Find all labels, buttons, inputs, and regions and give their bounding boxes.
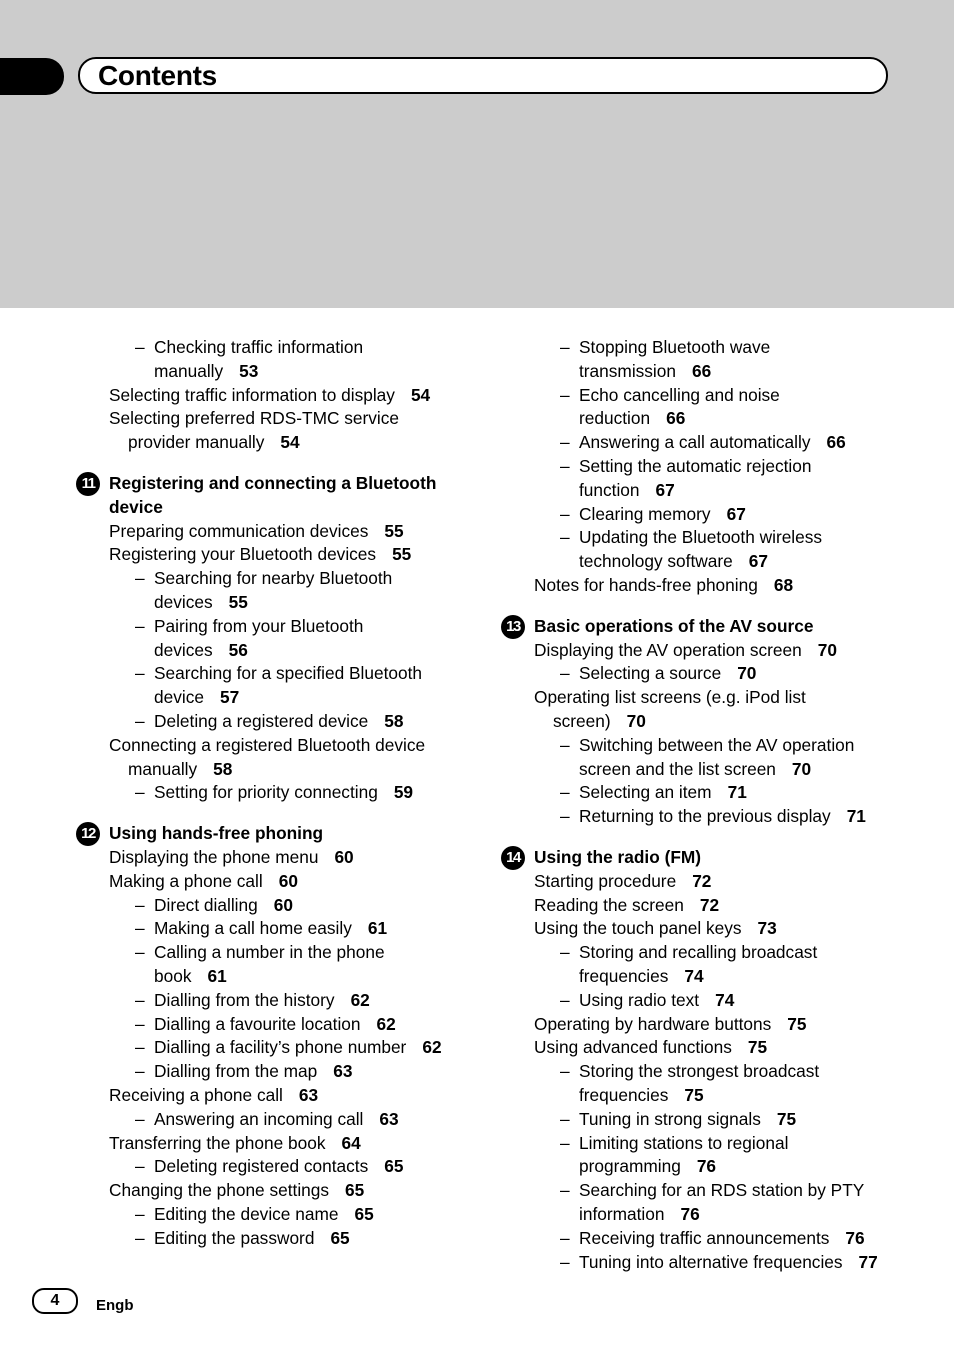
toc-subentry[interactable] (154, 710, 403, 734)
toc-entry-text: Dialling from the map (154, 1061, 318, 1082)
toc-page-number: 71 (727, 782, 747, 803)
toc-entry[interactable] (109, 1132, 361, 1156)
list-dash: – (560, 782, 570, 803)
header-band (0, 0, 954, 308)
toc-entry-text: Selecting an item (579, 782, 712, 803)
list-dash: – (560, 1132, 570, 1153)
toc-page-number: 67 (748, 551, 768, 572)
toc-subentry[interactable] (579, 965, 704, 989)
toc-entry-text: screen and the list screen (579, 758, 776, 779)
toc-page-number: 72 (699, 894, 720, 915)
toc-entry[interactable] (534, 917, 777, 941)
toc-page-number: 73 (757, 918, 777, 939)
page-title: Contents (98, 60, 217, 91)
list-dash: – (560, 456, 570, 476)
toc-subentry[interactable] (154, 639, 248, 663)
list-dash: – (560, 663, 570, 684)
toc-page-number: 77 (858, 1251, 878, 1272)
toc-subentry[interactable] (579, 734, 854, 758)
toc-entry[interactable] (534, 686, 806, 710)
toc-page-number: 61 (367, 918, 388, 939)
toc-entry-text: Answering an incoming call (154, 1108, 364, 1129)
toc-subentry[interactable] (579, 503, 746, 527)
toc-entry-text: Returning to the previous display (579, 806, 831, 827)
list-dash: – (560, 734, 570, 755)
toc-entry-text: provider manually (128, 432, 265, 453)
toc-page-number: 53 (239, 360, 259, 381)
toc-page-number: 76 (680, 1204, 700, 1224)
list-dash: – (135, 942, 145, 963)
toc-entry[interactable] (109, 520, 404, 544)
toc-entry-text: Receiving a phone call (109, 1085, 283, 1105)
toc-page-number: 63 (379, 1108, 399, 1129)
list-dash: – (135, 1061, 145, 1082)
toc-subentry[interactable] (154, 989, 370, 1013)
toc-entry-text: book (154, 966, 192, 986)
toc-subentry[interactable] (579, 336, 770, 360)
toc-subentry[interactable] (579, 941, 817, 965)
toc-entry[interactable] (109, 734, 425, 758)
toc-page-number: 63 (298, 1085, 319, 1105)
toc-page-number: 66 (826, 432, 846, 453)
toc-entry[interactable] (109, 1084, 318, 1108)
toc-page-number: 55 (384, 520, 404, 541)
toc-entry-text: device (154, 687, 204, 708)
toc-subentry[interactable] (154, 917, 387, 941)
chapter-heading[interactable]: Basic operations of the AV source (534, 615, 814, 636)
toc-page-number: 75 (787, 1013, 807, 1034)
toc-entry-text: information (579, 1204, 665, 1224)
list-dash: – (560, 989, 570, 1010)
toc-entry-text: Displaying the phone menu (109, 847, 319, 867)
toc-page-number: 70 (626, 711, 646, 731)
toc-page-number: 61 (207, 966, 227, 986)
toc-subentry[interactable] (154, 965, 227, 989)
toc-subentry[interactable] (579, 1203, 700, 1227)
toc-entry-text: function (579, 479, 640, 500)
toc-entry-text: Notes for hands-free phoning (534, 575, 758, 595)
toc-entry-text: Preparing communication devices (109, 520, 369, 541)
toc-subentry[interactable] (579, 550, 768, 574)
toc-subentry[interactable] (154, 360, 258, 384)
toc-subentry[interactable] (579, 431, 846, 455)
list-dash: – (560, 806, 570, 827)
toc-entry-text: Switching between the AV operation (579, 734, 855, 755)
chapter-number-badge: 13 (501, 615, 525, 639)
toc-subentry[interactable] (579, 1108, 796, 1132)
toc-subentry[interactable] (579, 455, 811, 479)
toc-subentry[interactable] (579, 805, 866, 829)
chapter-heading[interactable]: Using the radio (FM) (534, 847, 702, 867)
toc-subentry[interactable] (579, 526, 822, 550)
chapter-number-badge: 14 (501, 846, 525, 870)
toc-subentry[interactable] (579, 1179, 864, 1203)
toc-subentry[interactable] (579, 1084, 704, 1108)
chapter-heading[interactable]: device (109, 496, 163, 517)
toc-entry-text: Editing the password (154, 1227, 315, 1248)
toc-entry-text: Deleting registered contacts (154, 1156, 369, 1177)
list-dash: – (135, 918, 145, 939)
toc-entry-text: Making a call home easily (154, 918, 352, 939)
toc-page-number: 70 (791, 758, 812, 779)
toc-entry-text: Tuning into alternative frequencies (579, 1251, 843, 1272)
toc-entry[interactable] (109, 407, 399, 431)
toc-page-number: 75 (776, 1108, 797, 1129)
toc-entry[interactable] (534, 1036, 767, 1060)
list-dash: – (135, 1013, 145, 1034)
toc-page-number: 70 (737, 663, 757, 684)
toc-subentry[interactable] (154, 1013, 396, 1037)
toc-page-number: 60 (334, 847, 354, 867)
toc-page-number: 55 (228, 592, 248, 612)
language-code: Engb (96, 1297, 134, 1314)
toc-entry-text: Setting for priority connecting (154, 782, 378, 803)
toc-page-number: 67 (655, 479, 675, 500)
toc-entry[interactable] (553, 710, 646, 734)
toc-entry-text: Dialling a favourite location (154, 1013, 361, 1034)
toc-page-number: 71 (846, 806, 866, 827)
toc-entry-text: transmission (579, 360, 676, 381)
toc-entry-text: Searching for nearby Bluetooth (154, 568, 393, 589)
toc-entry[interactable] (109, 870, 298, 894)
toc-entry[interactable] (128, 758, 232, 782)
toc-page-number: 75 (684, 1085, 704, 1105)
toc-subentry[interactable] (579, 1155, 716, 1179)
toc-page-number: 64 (341, 1132, 361, 1153)
page-number-badge: 4 (32, 1288, 78, 1314)
title-box (78, 57, 888, 94)
toc-entry-text: Answering a call automatically (579, 432, 811, 453)
toc-entry-text: programming (579, 1156, 681, 1177)
toc-entry-text: Operating list screens (e.g. iPod list (534, 687, 806, 708)
toc-entry[interactable] (128, 431, 300, 455)
toc-entry-text: Direct dialling (154, 894, 258, 915)
toc-subentry[interactable] (154, 686, 239, 710)
list-dash: – (135, 894, 145, 915)
toc-entry-text: screen) (553, 711, 611, 731)
toc-entry-text: Dialling a facility’s phone number (154, 1037, 407, 1058)
toc-entry-text: Echo cancelling and noise (579, 384, 780, 405)
toc-entry[interactable] (534, 894, 719, 918)
toc-page-number: 54 (410, 384, 431, 405)
list-dash: – (560, 1108, 570, 1129)
toc-entry[interactable] (109, 384, 430, 408)
toc-entry-text: Registering your Bluetooth devices (109, 544, 377, 565)
toc-entry-text: Storing and recalling broadcast (579, 942, 818, 963)
chapter-number-badge: 12 (76, 822, 100, 846)
toc-entry-text: Updating the Bluetooth wireless (579, 527, 823, 548)
toc-entry-text: manually (154, 360, 224, 381)
toc-page-number: 65 (384, 1156, 404, 1177)
toc-entry-text: Using the touch panel keys (534, 918, 742, 939)
list-dash: – (135, 663, 145, 684)
toc-subentry[interactable] (154, 591, 248, 615)
toc-page-number: 62 (376, 1013, 396, 1034)
toc-entry-text: technology software (579, 551, 733, 572)
toc-entry-text: Clearing memory (579, 503, 711, 524)
toc-subentry[interactable] (579, 781, 747, 805)
toc-subentry[interactable] (154, 1036, 442, 1060)
toc-entry-text: Selecting a source (579, 663, 722, 684)
toc-subentry[interactable] (579, 1227, 865, 1251)
list-dash: – (560, 1251, 570, 1272)
toc-subentry[interactable] (579, 1060, 819, 1084)
toc-entry-text: Using advanced functions (534, 1037, 732, 1058)
toc-page-number: 68 (773, 575, 794, 595)
toc-entry-text: Searching for a specified Bluetooth (154, 663, 423, 684)
toc-entry-text: Dialling from the history (154, 989, 335, 1010)
list-dash: – (135, 1227, 145, 1248)
toc-subentry[interactable] (154, 894, 293, 918)
toc-entry-text: Changing the phone settings (109, 1180, 330, 1201)
toc-subentry[interactable] (579, 1251, 878, 1275)
list-dash: – (560, 527, 570, 548)
list-dash: – (135, 1204, 145, 1224)
toc-entry-text: Calling a number in the phone (154, 942, 385, 963)
toc-page-number: 57 (219, 687, 240, 708)
list-dash: – (560, 503, 570, 524)
toc-entry-text: Checking traffic information (154, 337, 364, 357)
toc-entry-text: Using radio text (579, 989, 700, 1010)
chapter-number-badge: 11 (76, 472, 100, 496)
list-dash: – (135, 337, 145, 357)
toc-page-number: 58 (384, 711, 404, 731)
toc-subentry[interactable] (579, 989, 734, 1013)
toc-page-number: 76 (696, 1156, 717, 1177)
toc-entry[interactable] (109, 1179, 364, 1203)
toc-entry-text: Selecting preferred RDS-TMC service (109, 408, 400, 429)
chapter-heading[interactable]: Using hands-free phoning (109, 823, 324, 844)
list-dash: – (560, 1180, 570, 1201)
toc-entry-text: Starting procedure (534, 870, 677, 891)
toc-page-number: 75 (747, 1037, 768, 1058)
toc-subentry[interactable] (579, 360, 711, 384)
toc-entry[interactable] (534, 639, 837, 663)
toc-page-number: 67 (726, 503, 746, 524)
toc-entry-text: Operating by hardware buttons (534, 1013, 772, 1034)
list-dash: – (135, 1037, 145, 1058)
toc-entry-text: devices (154, 639, 213, 660)
toc-entry-text: Receiving traffic announcements (579, 1227, 830, 1248)
toc-page-number: 72 (692, 870, 712, 891)
toc-subentry[interactable] (154, 1108, 399, 1132)
list-dash: – (135, 1156, 145, 1177)
toc-subentry[interactable] (579, 1132, 788, 1156)
toc-entry-text: Searching for an RDS station by PTY (579, 1180, 865, 1201)
list-dash: – (135, 989, 145, 1010)
toc-entry-text: Storing the strongest broadcast (579, 1061, 820, 1082)
toc-subentry[interactable] (154, 615, 363, 639)
toc-page-number: 74 (715, 989, 735, 1010)
list-dash: – (560, 432, 570, 453)
toc-page-number: 58 (213, 758, 233, 779)
toc-entry-text: devices (154, 592, 213, 612)
toc-entry[interactable] (534, 1013, 807, 1037)
toc-entry[interactable] (109, 543, 411, 567)
toc-entry-text: Stopping Bluetooth wave (579, 337, 771, 357)
toc-subentry[interactable] (579, 407, 685, 431)
list-dash: – (135, 711, 145, 731)
list-dash: – (560, 1061, 570, 1082)
toc-entry-text: Editing the device name (154, 1204, 339, 1224)
toc-subentry[interactable] (579, 758, 811, 782)
toc-entry-text: Selecting traffic information to display (109, 384, 395, 405)
toc-entry-text: Transferring the phone book (109, 1132, 326, 1153)
list-dash: – (560, 942, 570, 963)
list-dash: – (560, 1227, 570, 1248)
toc-page-number: 65 (345, 1180, 365, 1201)
toc-subentry[interactable] (579, 479, 675, 503)
toc-entry-text: Pairing from your Bluetooth (154, 615, 364, 636)
toc-subentry[interactable] (154, 1155, 403, 1179)
toc-page-number: 70 (817, 639, 837, 660)
toc-entry[interactable] (534, 870, 711, 894)
toc-entry[interactable] (534, 574, 793, 598)
toc-subentry[interactable] (154, 1060, 353, 1084)
toc-page-number: 65 (354, 1204, 374, 1224)
toc-page-number: 74 (684, 966, 704, 986)
toc-subentry[interactable] (154, 1227, 350, 1251)
toc-subentry[interactable] (154, 781, 413, 805)
list-dash: – (135, 782, 145, 803)
toc-page-number: 60 (273, 894, 293, 915)
toc-subentry[interactable] (154, 567, 392, 591)
toc-entry[interactable] (109, 846, 354, 870)
toc-entry-text: Reading the screen (534, 894, 684, 915)
toc-page-number: 55 (392, 544, 412, 565)
list-dash: – (135, 1108, 145, 1129)
list-dash: – (560, 337, 570, 357)
toc-entry-text: manually (128, 758, 198, 779)
toc-page-number: 65 (330, 1227, 350, 1248)
toc-entry-text: Making a phone call (109, 870, 263, 891)
toc-entry-text: Setting the automatic rejection (579, 456, 812, 476)
toc-entry-text: reduction (579, 408, 651, 429)
chapter-tab-marker (0, 58, 64, 95)
toc-entry-text: Deleting a registered device (154, 711, 369, 731)
toc-page-number: 62 (350, 989, 370, 1010)
toc-subentry[interactable] (154, 336, 363, 360)
toc-page-number: 62 (422, 1037, 442, 1058)
chapter-heading[interactable]: Registering and connecting a Bluetooth (109, 473, 437, 493)
toc-subentry[interactable] (154, 662, 422, 686)
list-dash: – (135, 615, 145, 636)
toc-page-number: 76 (845, 1227, 865, 1248)
toc-subentry[interactable] (579, 662, 756, 686)
toc-subentry[interactable] (579, 384, 780, 408)
toc-page-number: 66 (692, 360, 712, 381)
toc-entry-text: Tuning in strong signals (579, 1108, 761, 1129)
list-dash: – (560, 384, 570, 405)
toc-page-number: 63 (333, 1061, 353, 1082)
toc-subentry[interactable] (154, 941, 385, 965)
toc-entry-text: frequencies (579, 966, 669, 986)
toc-entry-text: Connecting a registered Bluetooth device (109, 734, 426, 755)
toc-page-number: 54 (280, 432, 300, 453)
toc-entry-text: frequencies (579, 1085, 669, 1105)
toc-subentry[interactable] (154, 1203, 374, 1227)
toc-entry-text: Displaying the AV operation screen (534, 639, 802, 660)
toc-page-number: 59 (393, 782, 414, 803)
toc-entry-text: Limiting stations to regional (579, 1132, 789, 1153)
toc-page-number: 56 (228, 639, 248, 660)
list-dash: – (135, 568, 145, 589)
toc-page-number: 66 (666, 408, 686, 429)
toc-page-number: 60 (278, 870, 298, 891)
